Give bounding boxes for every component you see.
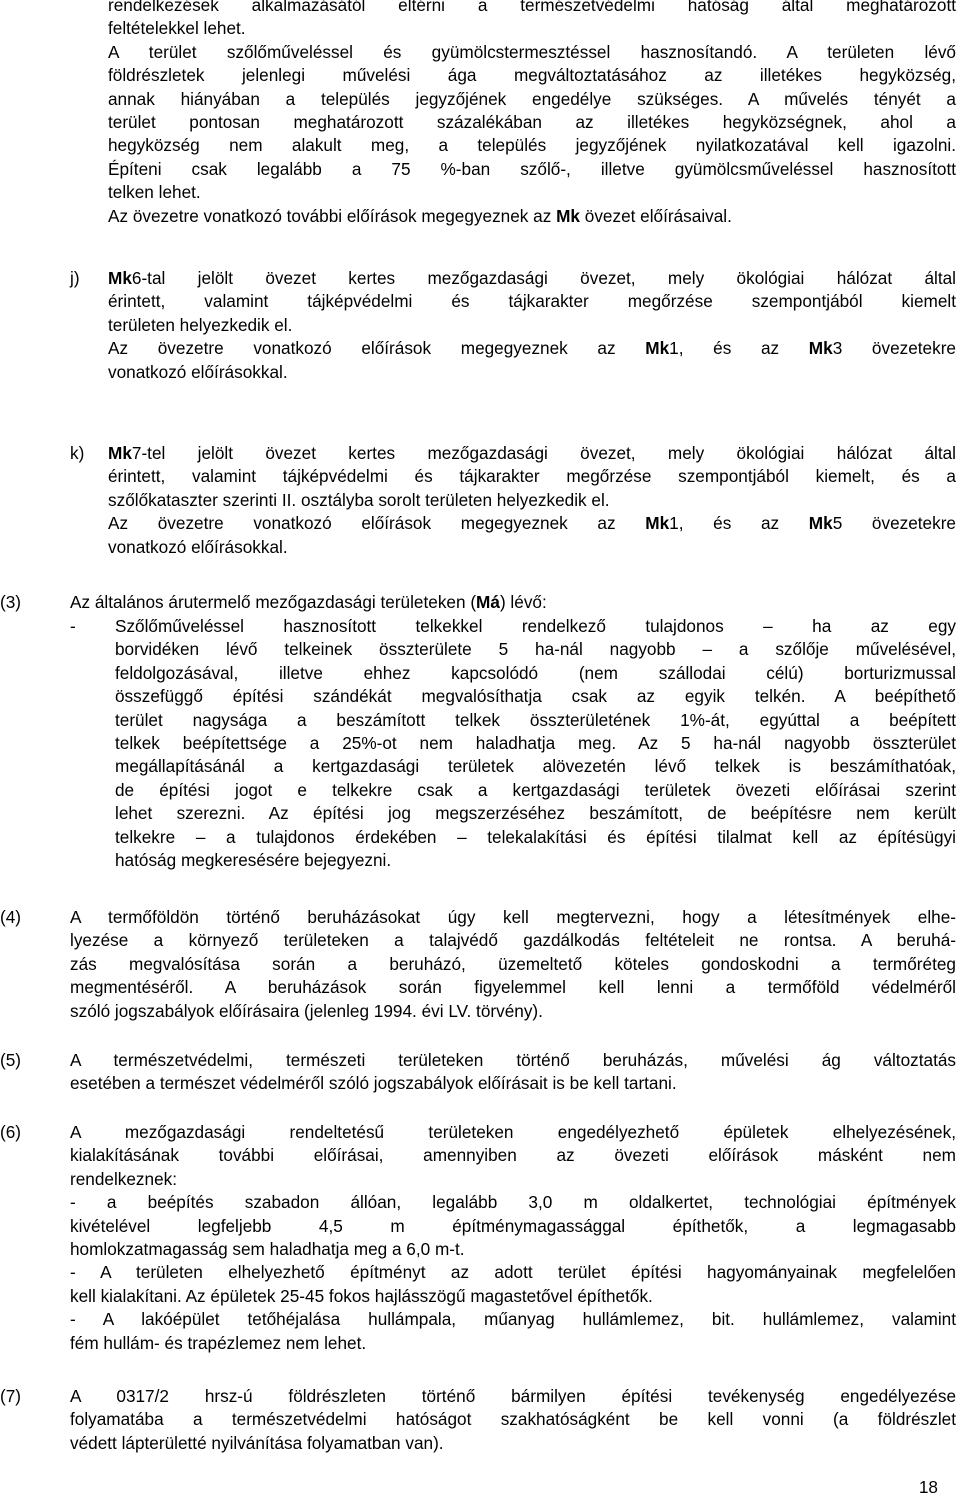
text-line: összefüggő építési szándékát megvalósíthatja csak az egyik telkén. A beépíthető — [115, 686, 956, 707]
text-line: zás megvalósítása során a beruházó, üzemeltető köteles gondoskodni a termőréteg — [70, 953, 956, 974]
zone-code: Mk — [556, 205, 580, 226]
text-line: érintett, valamint tájképvédelmi és tájkarakter megőrzése szempontjából kiemelt, és a — [108, 466, 956, 487]
text-line: szóló jogszabályok előírásaira (jelenleg 1994. évi LV. törvény). — [70, 1000, 543, 1021]
zone-code: Mk — [108, 268, 132, 288]
text-line: de építési jogot e telkekre csak a kertgazdasági területek övezeti előírásai szerint — [115, 779, 956, 800]
text-line: annak hiányában a település jegyzőjének engedélye szükséges. A művelés tényét a — [108, 88, 956, 109]
text-line: - A lakóépület tetőhéjalása hullámpala, műanyag hullámlemez, bit. hullámlemez, valamint — [70, 1309, 956, 1330]
text-line: Építeni csak legalább a 75 %-ban szőlő-, illetve gyümölcsműveléssel hasznosított — [108, 158, 956, 179]
paragraph-number-5: (5) — [0, 1050, 22, 1070]
text-line: Mk6-tal jelölt övezet kertes mezőgazdasági övezet, mely ökológiai hálózat által — [108, 268, 956, 288]
text-line: rendelkezések alkalmazásától eltérni a természetvédelmi hatóság által meghatározott — [108, 0, 956, 15]
zone-code: Mk — [808, 338, 833, 359]
text-line: rendelkeznek: — [70, 1168, 178, 1189]
list-dash: - — [70, 616, 76, 636]
text-line: A mezőgazdasági rendeltetésű területeken engedélyezhető épületek elhelyezésének, — [70, 1122, 956, 1142]
text-line: A terület szőlőműveléssel és gyümölcstermesztéssel hasznosítandó. A területen lévő — [108, 41, 956, 62]
text-line: telkek beépítettsége a 25%-ot nem haladhatja meg. Az 5 ha-nál nagyobb összterület — [115, 732, 956, 753]
text-line: szőlőkataszter szerinti II. osztályba sorolt területen helyezkedik el. — [108, 489, 610, 510]
text-line: folyamatába a természetvédelmi hatóságot szakhatóságként be kell vonni (a földrészlet — [70, 1409, 956, 1430]
paragraph-number-7: (7) — [0, 1386, 22, 1406]
text-line: homlokzatmagasság sem haladhatja meg a 6,0 m-t. — [70, 1238, 465, 1259]
text-line: terület nagysága a beszámított telkek összterületének 1%-át, egyúttal a beépített — [115, 709, 956, 730]
text-line: borvidéken lévő telkeinek összterülete 5 ha-nál nagyobb – a szőlője művelésével, — [115, 639, 956, 660]
text-line: A természetvédelmi, természeti területeken történő beruházás, művelési ág változtatás — [70, 1050, 956, 1070]
item-label-k: k) — [70, 443, 85, 463]
text-line: fém hullám- és trapézlemez nem lehet. — [70, 1332, 367, 1353]
text-line: Az övezetre vonatkozó előírások megegyeznek az Mk1, és az Mk5 övezetekre — [108, 513, 956, 534]
continuation-paragraph — [108, 0, 956, 228]
text-line: vonatkozó előírásokkal. — [108, 536, 288, 557]
paragraph-5 — [70, 1049, 956, 1096]
text-line: Mk7-tel jelölt övezet kertes mezőgazdasági övezet, mely ökológiai hálózat által — [108, 443, 956, 463]
text-line: feldolgozásával, illetve ehhez kapcsolódó (nem szállodai célú) borturizmussal — [115, 662, 956, 683]
text-line: terület pontosan meghatározott százalékában az illetékes hegyközségnek, ahol a — [108, 111, 956, 132]
text-line: kivételével legfeljebb 4,5 m építménymagassággal építhetők, a legmagasabb — [70, 1215, 956, 1236]
text-line: - a beépítés szabadon állóan, legalább 3,0 m oldalkertet, technológiai építmények — [70, 1192, 956, 1213]
item-label-j: j) — [70, 268, 80, 288]
page-number: 18 — [918, 1477, 938, 1497]
text-line: Az övezetre vonatkozó előírások megegyeznek az Mk1, és az Mk3 övezetekre — [108, 338, 956, 359]
paragraph-3-list-item — [115, 615, 956, 872]
paragraph-number-4: (4) — [0, 907, 22, 927]
text-line: kialakításának további előírásai, amennyiben az övezeti előírások másként nem — [70, 1145, 956, 1166]
zone-code: Mk — [645, 338, 670, 359]
item-k — [108, 442, 956, 559]
paragraph-4 — [70, 906, 956, 1023]
text-line: Szőlőműveléssel hasznosított telkekkel rendelkező tulajdonos – ha az egy — [115, 616, 956, 636]
text-line: érintett, valamint tájképvédelmi és tájkarakter megőrzése szempontjából kiemelt — [108, 291, 956, 312]
text-line: A termőföldön történő beruházásokat úgy kell megtervezni, hogy a létesítmények elhe- — [70, 907, 956, 927]
text-line: megállapításánál a kertgazdasági területek alövezetén lévő telkek is beszámíthatóak, — [115, 756, 956, 777]
text-line: lehet szerezni. Az építési jog megszerzéséhez beszámított, de beépítésre nem került — [115, 803, 956, 824]
text-line: lyezése a környező területeken a talajvédő gazdálkodás feltételeit ne rontsa. A beruhá- — [70, 930, 956, 951]
text-line: telkekre – a tulajdonos érdekében – telekalakítási és építési tilalmat kell az építésügyi — [115, 826, 956, 847]
paragraph-number-6: (6) — [0, 1122, 22, 1142]
text-line: esetében a természet védelméről szóló jogszabályok előírásait is be kell tartani. — [70, 1073, 677, 1094]
text-line: hegyközség nem alakult meg, a település jegyzőjének nyilatkozatával kell igazolni. — [108, 135, 956, 156]
text-line: telken lehet. — [108, 182, 201, 203]
text-line: vonatkozó előírásokkal. — [108, 361, 288, 382]
text-line: területen helyezkedik el. — [108, 314, 293, 335]
paragraph-7 — [70, 1385, 956, 1455]
text-line: - A területen elhelyezhető építményt az adott terület építési hagyományainak megfelelően — [70, 1262, 956, 1283]
zone-code: Mk — [645, 513, 670, 534]
paragraph-number-3: (3) — [0, 592, 22, 612]
zone-code: Mk — [108, 443, 132, 463]
paragraph-6 — [70, 1121, 956, 1355]
reference-line: Az övezetre vonatkozó további előírások megegyeznek az Mk övezet előírásaival. — [108, 205, 732, 226]
text-line: hatóság megkeresésére bejegyezni. — [115, 849, 392, 870]
text-line: földrészletek jelenlegi művelési ága megváltoztatásához az illetékes hegyközség, — [108, 65, 956, 86]
text-line: kell kialakítani. Az épületek 25-45 fokos hajlásszögű magastetővel építhetők. — [70, 1285, 653, 1306]
paragraph-3-heading — [70, 591, 956, 614]
text-line: feltételekkel lehet. — [108, 18, 246, 39]
text-line: A 0317/2 hrsz-ú földrészleten történő bármilyen építési tevékenység engedélyezése — [70, 1386, 956, 1406]
zone-code: Mk — [808, 513, 833, 534]
item-j — [108, 267, 956, 384]
text-line: megmentéséről. A beruházások során figyelemmel kell lenni a termőföld védelméről — [70, 977, 956, 998]
text-line: védett lápterületté nyilvánítása folyamatban van). — [70, 1432, 444, 1453]
text-line: Az általános árutermelő mezőgazdasági területeken (Má) lévő: — [70, 592, 547, 612]
zone-code: Má — [476, 592, 500, 612]
